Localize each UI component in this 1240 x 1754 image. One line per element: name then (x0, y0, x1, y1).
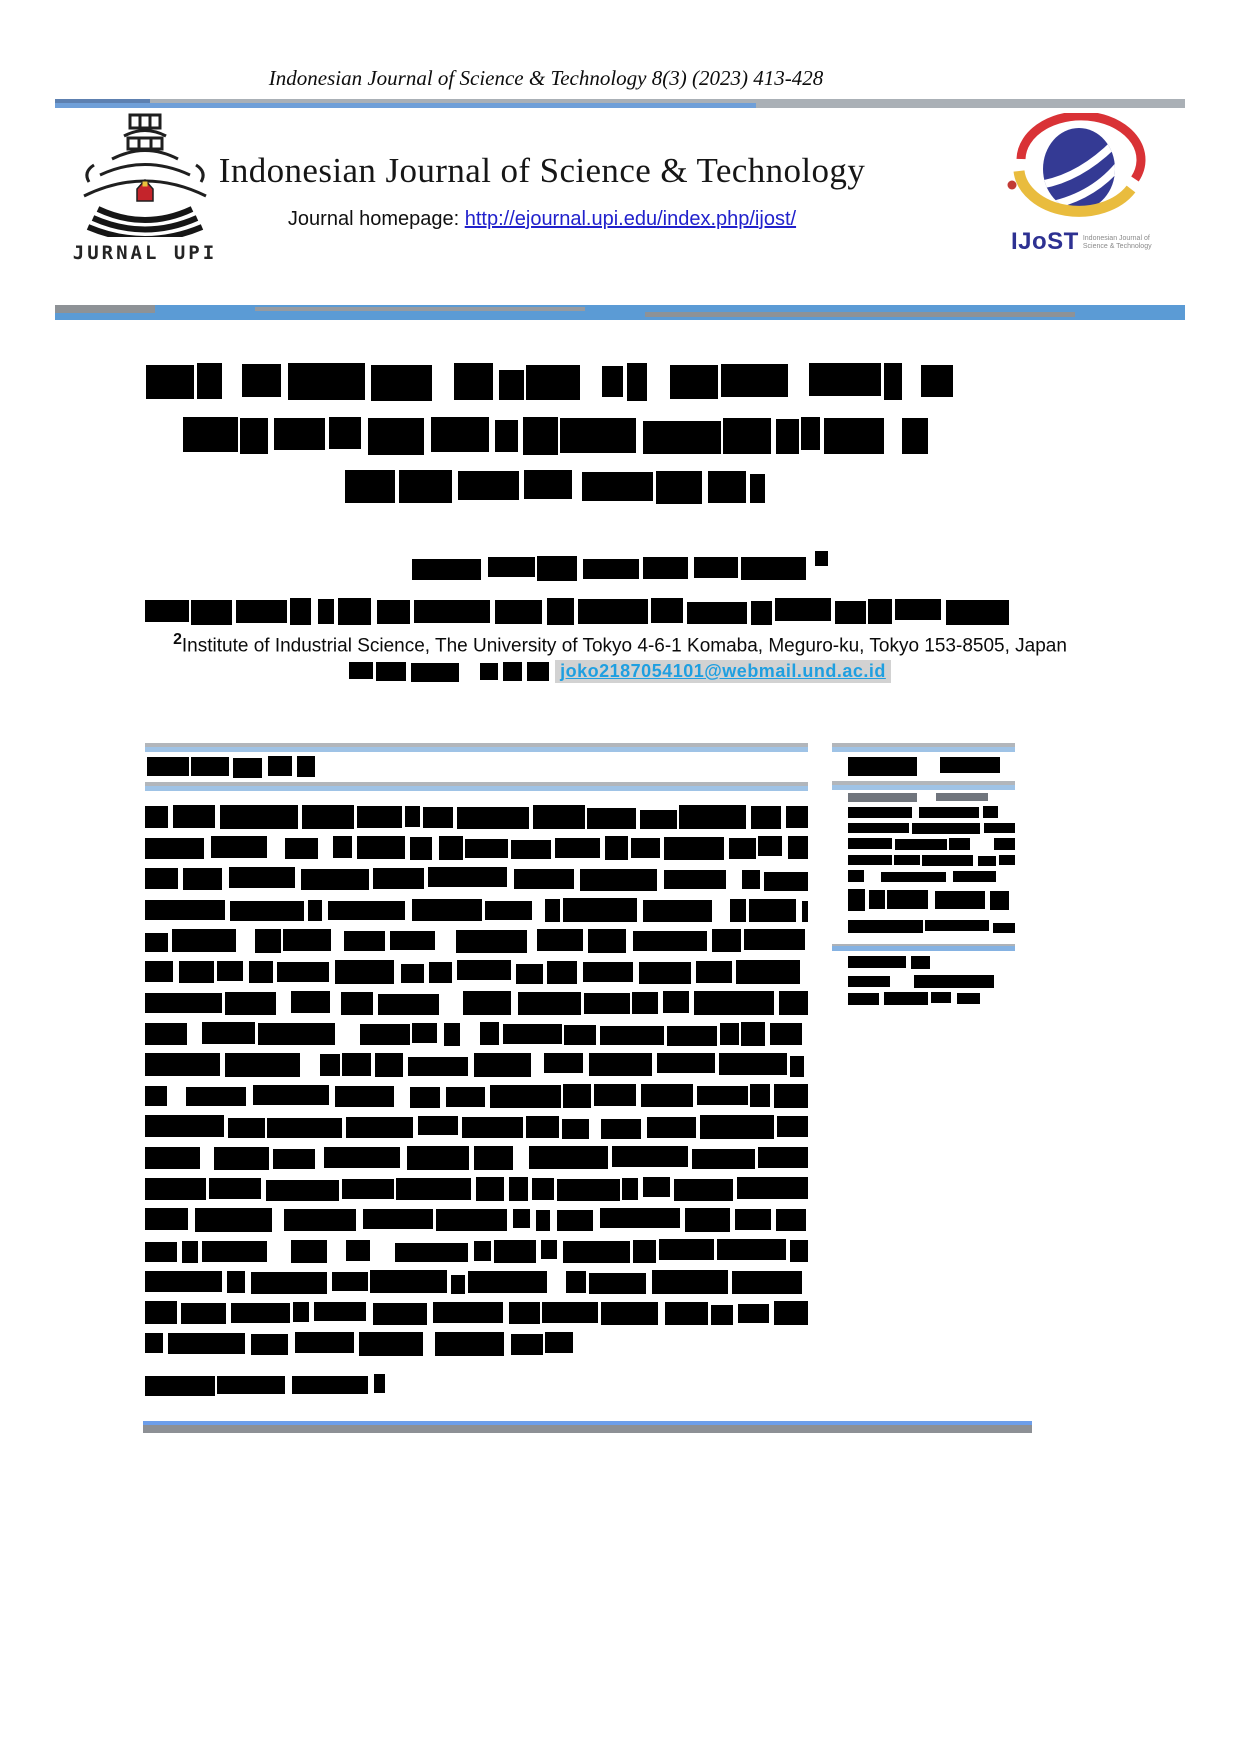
redaction-line (848, 870, 996, 882)
corresponding-author-line (0, 660, 1240, 683)
journal-homepage-line (142, 208, 942, 231)
ijost-logo-word: IJoST (1011, 228, 1079, 255)
article-info-heading-rule (832, 781, 1015, 790)
redaction-line (848, 793, 988, 802)
article-info-top-rule (832, 743, 1015, 752)
redaction-line (145, 836, 808, 860)
redaction-line (848, 756, 1000, 777)
redaction-line (183, 417, 928, 455)
redaction-line (145, 960, 808, 984)
header-bottom-rule-gray-segment (645, 312, 1075, 317)
redaction-line (145, 1332, 573, 1356)
redaction-line (145, 1270, 808, 1294)
redaction-line (848, 838, 1015, 850)
redaction-line (146, 363, 964, 401)
redaction-line (145, 1053, 808, 1077)
redaction-line (848, 975, 1006, 988)
redaction-line (145, 1115, 808, 1139)
homepage-link[interactable]: http://ejournal.upi.edu/index.php/ijost/ (464, 208, 797, 230)
redaction-line (145, 1177, 808, 1201)
redaction-line (848, 889, 1015, 911)
ijost-logo-tagline: Indonesian Journal of Science & Technology (1082, 235, 1152, 250)
homepage-label: Journal homepage: (287, 208, 460, 230)
author-superscript-redaction (815, 551, 828, 566)
author-names-redaction (412, 560, 812, 577)
redaction-line (145, 1208, 808, 1232)
affiliation2-text: Institute of Industrial Science, The University of Tokyo 4-6-1 Komaba, Meguro-ku, Tokyo 153-8505, Japan (181, 635, 1067, 657)
header-bottom-rule-gray-segment (55, 305, 155, 313)
email-label-redaction (349, 663, 555, 680)
article-info-column (832, 743, 1015, 1005)
redaction-line (145, 991, 808, 1015)
redaction-line (145, 867, 808, 891)
jurnal-upi-logo-caption: JURNAL UPI (72, 242, 218, 264)
redaction-line (145, 1239, 808, 1263)
redaction-line (147, 755, 315, 778)
affiliation1-redaction (145, 598, 1012, 625)
redaction-line (412, 556, 812, 581)
first-page-bottom-divider (143, 1421, 1032, 1433)
article-info-heading-redaction (832, 756, 1015, 777)
header-top-rule-blue-segment (55, 103, 756, 108)
ijost-logo (999, 113, 1167, 253)
article-history-redaction (832, 793, 1015, 933)
redaction-line (145, 1374, 385, 1396)
keywords-redaction (832, 955, 1015, 1005)
author-line-redaction (0, 556, 1240, 581)
redaction-line (848, 920, 1015, 933)
running-head-citation: Indonesian Journal of Science & Technology 8(3) (2023) 413-428 (268, 66, 824, 90)
journal-masthead (142, 151, 942, 231)
redaction-line (349, 662, 549, 682)
redaction-line (848, 822, 1015, 834)
redaction-line (145, 1022, 808, 1046)
article-title-redaction (145, 363, 965, 504)
corresponding-email-link[interactable]: joko2187054101@webmail.und.ac.id (555, 660, 891, 683)
redaction-line (145, 929, 808, 953)
redaction-line (848, 955, 930, 970)
ijost-logo-caption (999, 228, 1167, 255)
redaction-line (145, 898, 808, 922)
journal-header (55, 99, 1185, 320)
header-top-rule (55, 99, 1185, 108)
ijost-logo-emblem-icon (999, 113, 1157, 225)
header-bottom-rule (55, 305, 1185, 320)
abstract-heading-rule (145, 782, 808, 791)
header-top-rule-dark-segment (55, 99, 150, 103)
header-bottom-rule-gray-segment (255, 307, 585, 311)
abstract-top-rule (145, 743, 808, 752)
affiliation2 (0, 631, 1240, 657)
abstract-column (145, 743, 808, 1396)
redaction-line (145, 598, 1012, 625)
redaction-line (145, 805, 808, 829)
keywords-rule (832, 944, 1015, 951)
redaction-line (145, 1301, 808, 1325)
redaction-line (145, 1146, 808, 1170)
redaction-line (145, 1084, 808, 1108)
redaction-line (848, 854, 1015, 866)
journal-title: Indonesian Journal of Science & Technology (218, 151, 866, 190)
affiliation2-superscript: 2 (173, 631, 182, 648)
redaction-line (848, 806, 998, 818)
redaction-line (345, 469, 765, 504)
redaction-line (848, 992, 980, 1005)
abstract-heading-redaction (145, 755, 808, 778)
abstract-body-redaction (145, 805, 808, 1396)
